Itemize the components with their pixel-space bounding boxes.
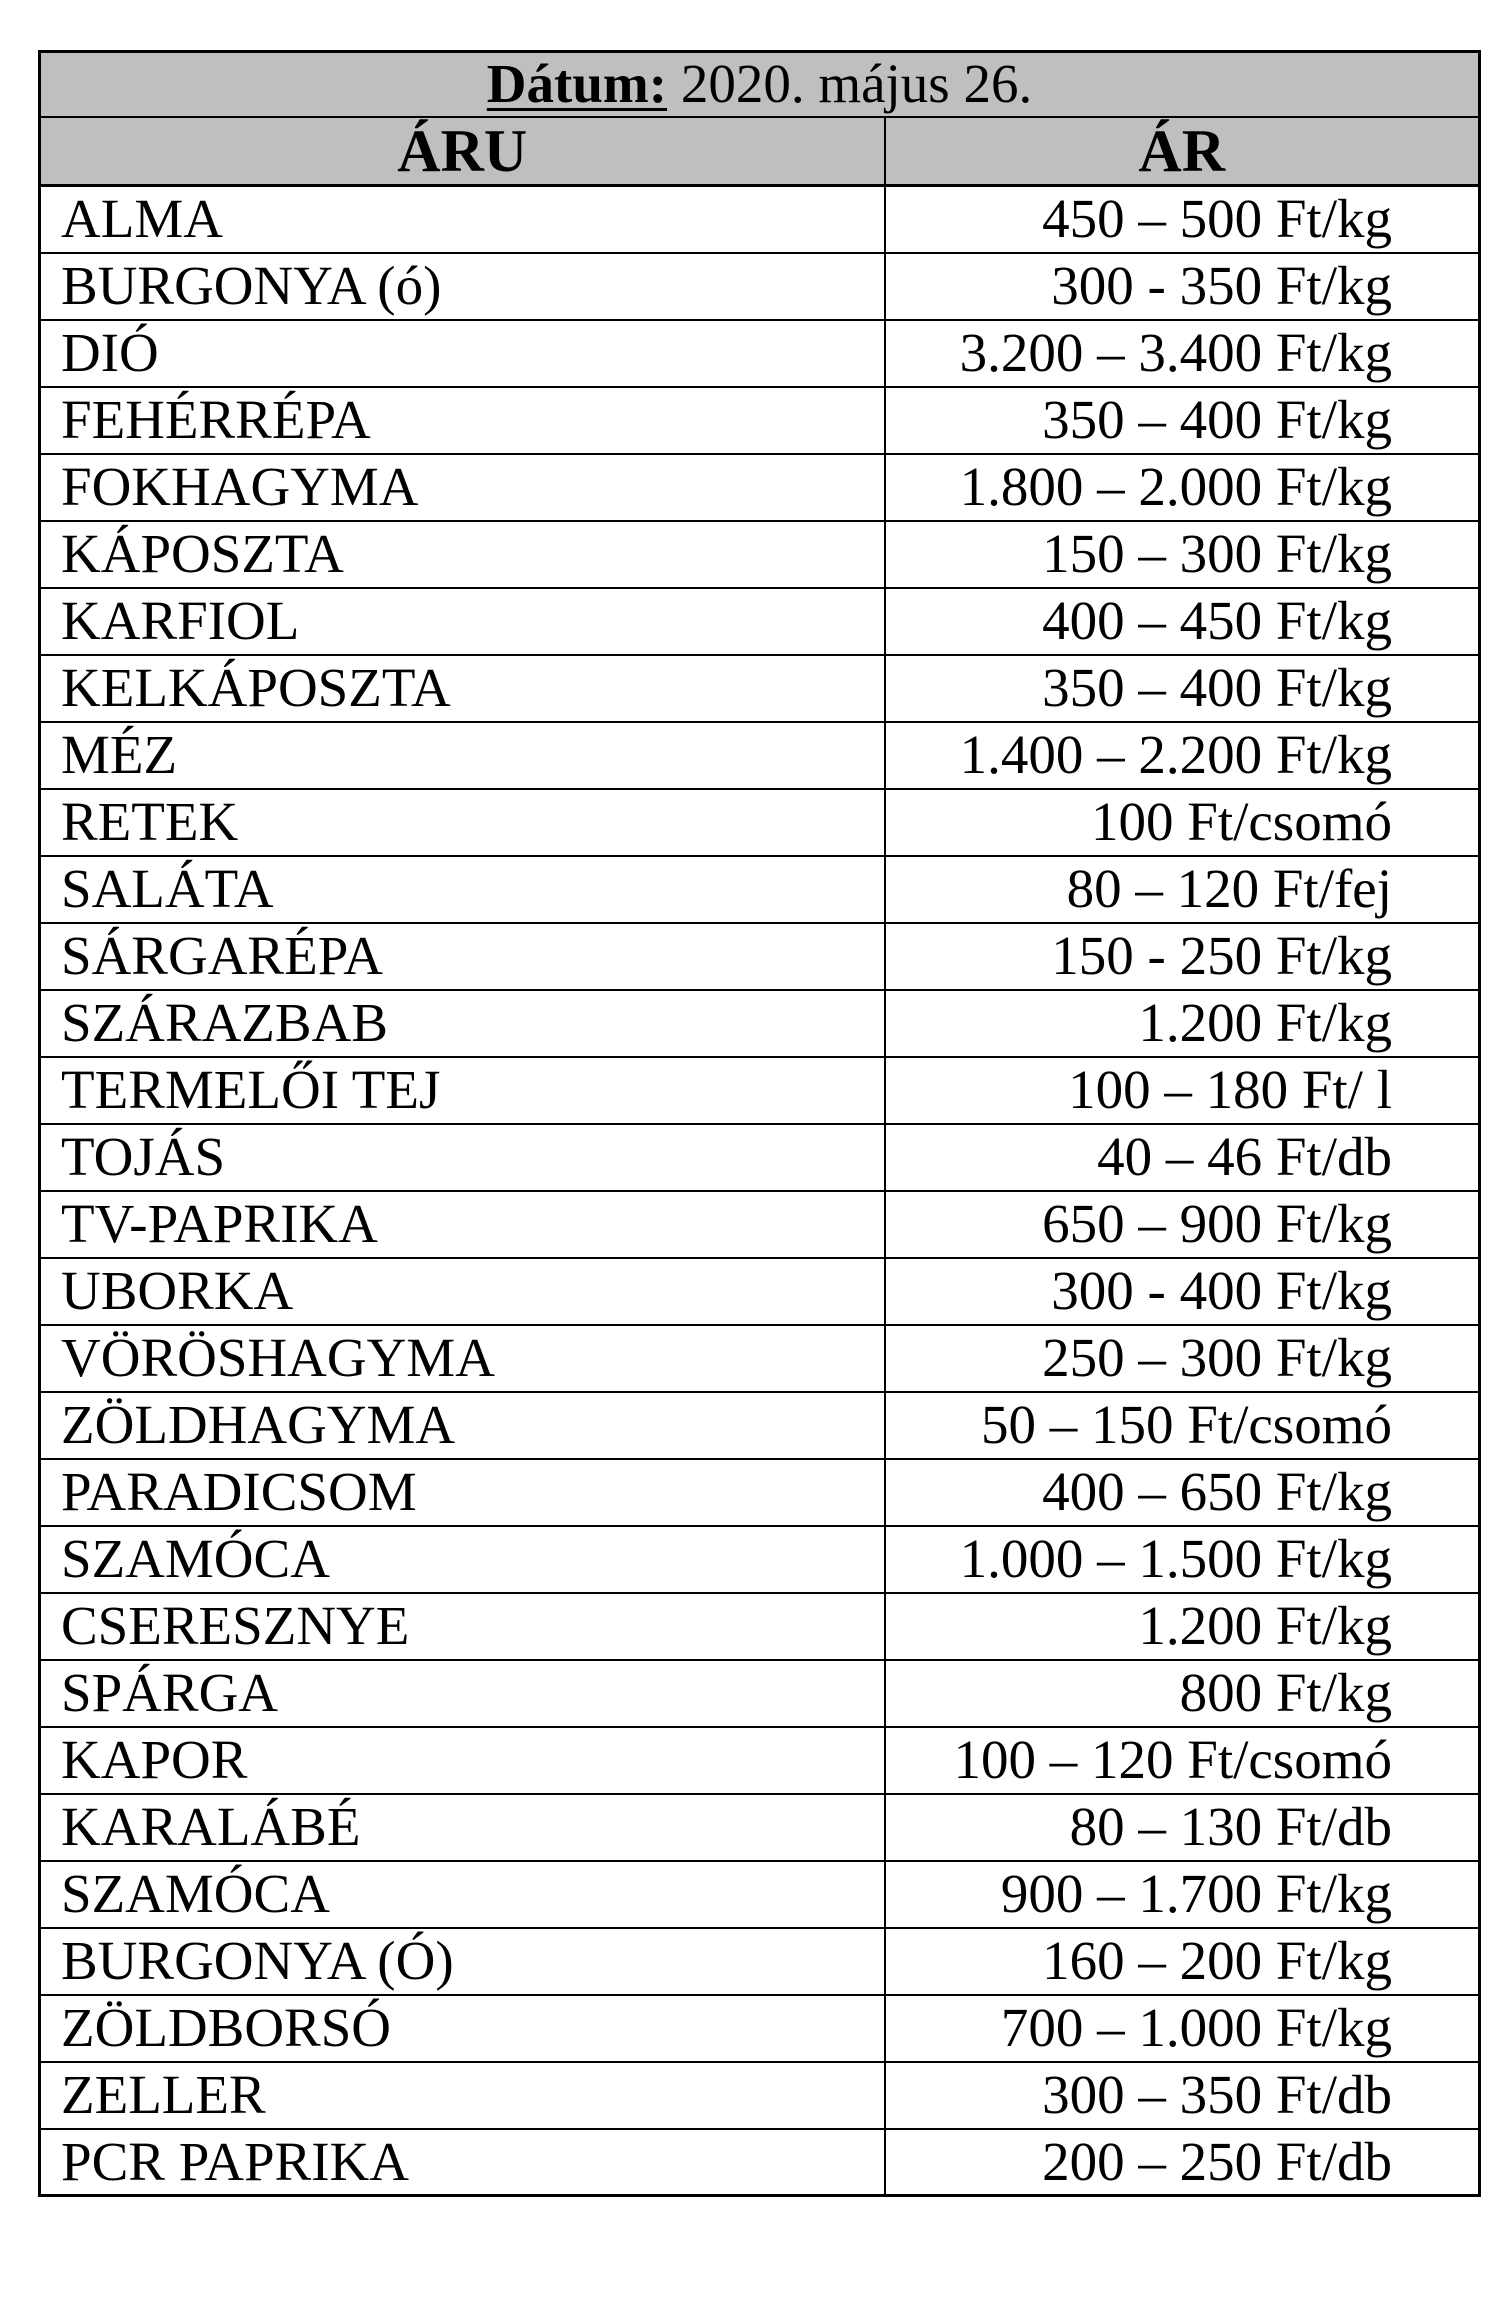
item-price: 300 - 350 Ft/kg <box>885 253 1480 320</box>
table-row <box>40 1727 1480 1794</box>
table-row <box>40 2129 1480 2196</box>
date-header-cell <box>40 52 1480 117</box>
item-name: TERMELŐI TEJ <box>40 1057 885 1124</box>
column-header-row <box>40 117 1480 186</box>
table-row <box>40 1459 1480 1526</box>
item-name: UBORKA <box>40 1258 885 1325</box>
item-name: VÖRÖSHAGYMA <box>40 1325 885 1392</box>
item-price: 1.200 Ft/kg <box>885 1593 1480 1660</box>
table-row <box>40 1057 1480 1124</box>
table-row <box>40 387 1480 454</box>
item-price: 350 – 400 Ft/kg <box>885 387 1480 454</box>
table-row <box>40 990 1480 1057</box>
item-name: KELKÁPOSZTA <box>40 655 885 722</box>
item-price: 800 Ft/kg <box>885 1660 1480 1727</box>
item-price: 700 – 1.000 Ft/kg <box>885 1995 1480 2062</box>
item-name: SÁRGARÉPA <box>40 923 885 990</box>
table-row <box>40 1995 1480 2062</box>
price-table <box>38 50 1481 2197</box>
item-price: 900 – 1.700 Ft/kg <box>885 1861 1480 1928</box>
table-row <box>40 2062 1480 2129</box>
item-price: 150 - 250 Ft/kg <box>885 923 1480 990</box>
item-price: 80 – 130 Ft/db <box>885 1794 1480 1861</box>
table-row <box>40 655 1480 722</box>
item-name: FOKHAGYMA <box>40 454 885 521</box>
item-price: 40 – 46 Ft/db <box>885 1124 1480 1191</box>
date-label: Dátum: <box>486 53 668 114</box>
item-price: 250 – 300 Ft/kg <box>885 1325 1480 1392</box>
item-price: 1.400 – 2.200 Ft/kg <box>885 722 1480 789</box>
item-name: RETEK <box>40 789 885 856</box>
table-row <box>40 253 1480 320</box>
item-name: ZÖLDHAGYMA <box>40 1392 885 1459</box>
item-price: 150 – 300 Ft/kg <box>885 521 1480 588</box>
table-row <box>40 856 1480 923</box>
item-name: KÁPOSZTA <box>40 521 885 588</box>
item-name: SZÁRAZBAB <box>40 990 885 1057</box>
item-name: ZÖLDBORSÓ <box>40 1995 885 2062</box>
date-header-row <box>40 52 1480 117</box>
item-name: MÉZ <box>40 722 885 789</box>
item-name: KARFIOL <box>40 588 885 655</box>
item-price: 200 – 250 Ft/db <box>885 2129 1480 2196</box>
item-price: 450 – 500 Ft/kg <box>885 186 1480 253</box>
item-price: 100 Ft/csomó <box>885 789 1480 856</box>
table-row <box>40 923 1480 990</box>
table-row <box>40 1191 1480 1258</box>
table-row <box>40 320 1480 387</box>
item-name: SALÁTA <box>40 856 885 923</box>
table-row <box>40 789 1480 856</box>
item-price: 1.000 – 1.500 Ft/kg <box>885 1526 1480 1593</box>
item-name: TV-PAPRIKA <box>40 1191 885 1258</box>
item-price: 1.200 Ft/kg <box>885 990 1480 1057</box>
item-name: BURGONYA (ó) <box>40 253 885 320</box>
date-value: 2020. május 26. <box>667 53 1033 114</box>
item-name: KARALÁBÉ <box>40 1794 885 1861</box>
table-row <box>40 1928 1480 1995</box>
item-price: 650 – 900 Ft/kg <box>885 1191 1480 1258</box>
table-row <box>40 588 1480 655</box>
item-price: 160 – 200 Ft/kg <box>885 1928 1480 1995</box>
item-price: 3.200 – 3.400 Ft/kg <box>885 320 1480 387</box>
price-table-body <box>40 186 1480 2196</box>
item-price: 100 – 120 Ft/csomó <box>885 1727 1480 1794</box>
item-name: SZAMÓCA <box>40 1861 885 1928</box>
table-row <box>40 1124 1480 1191</box>
item-name: FEHÉRRÉPA <box>40 387 885 454</box>
item-price: 80 – 120 Ft/fej <box>885 856 1480 923</box>
table-row <box>40 1861 1480 1928</box>
item-price: 1.800 – 2.000 Ft/kg <box>885 454 1480 521</box>
table-row <box>40 722 1480 789</box>
item-price: 100 – 180 Ft/ l <box>885 1057 1480 1124</box>
table-row <box>40 521 1480 588</box>
item-price: 300 - 400 Ft/kg <box>885 1258 1480 1325</box>
table-row <box>40 1526 1480 1593</box>
item-name: PCR PAPRIKA <box>40 2129 885 2196</box>
item-price: 350 – 400 Ft/kg <box>885 655 1480 722</box>
table-row <box>40 186 1480 253</box>
item-price: 400 – 450 Ft/kg <box>885 588 1480 655</box>
table-row <box>40 1325 1480 1392</box>
table-row <box>40 1660 1480 1727</box>
item-name: SPÁRGA <box>40 1660 885 1727</box>
item-name: TOJÁS <box>40 1124 885 1191</box>
item-price: 50 – 150 Ft/csomó <box>885 1392 1480 1459</box>
item-price: 300 – 350 Ft/db <box>885 2062 1480 2129</box>
item-name: DIÓ <box>40 320 885 387</box>
table-row <box>40 1392 1480 1459</box>
item-name: BURGONYA (Ó) <box>40 1928 885 1995</box>
table-row <box>40 454 1480 521</box>
item-name: ZELLER <box>40 2062 885 2129</box>
table-row <box>40 1794 1480 1861</box>
item-name: ALMA <box>40 186 885 253</box>
item-price: 400 – 650 Ft/kg <box>885 1459 1480 1526</box>
item-name: KAPOR <box>40 1727 885 1794</box>
item-name: PARADICSOM <box>40 1459 885 1526</box>
item-name: SZAMÓCA <box>40 1526 885 1593</box>
table-row <box>40 1593 1480 1660</box>
item-name: CSERESZNYE <box>40 1593 885 1660</box>
column-header-price: ÁR <box>885 117 1480 186</box>
column-header-item: ÁRU <box>40 117 885 186</box>
table-row <box>40 1258 1480 1325</box>
